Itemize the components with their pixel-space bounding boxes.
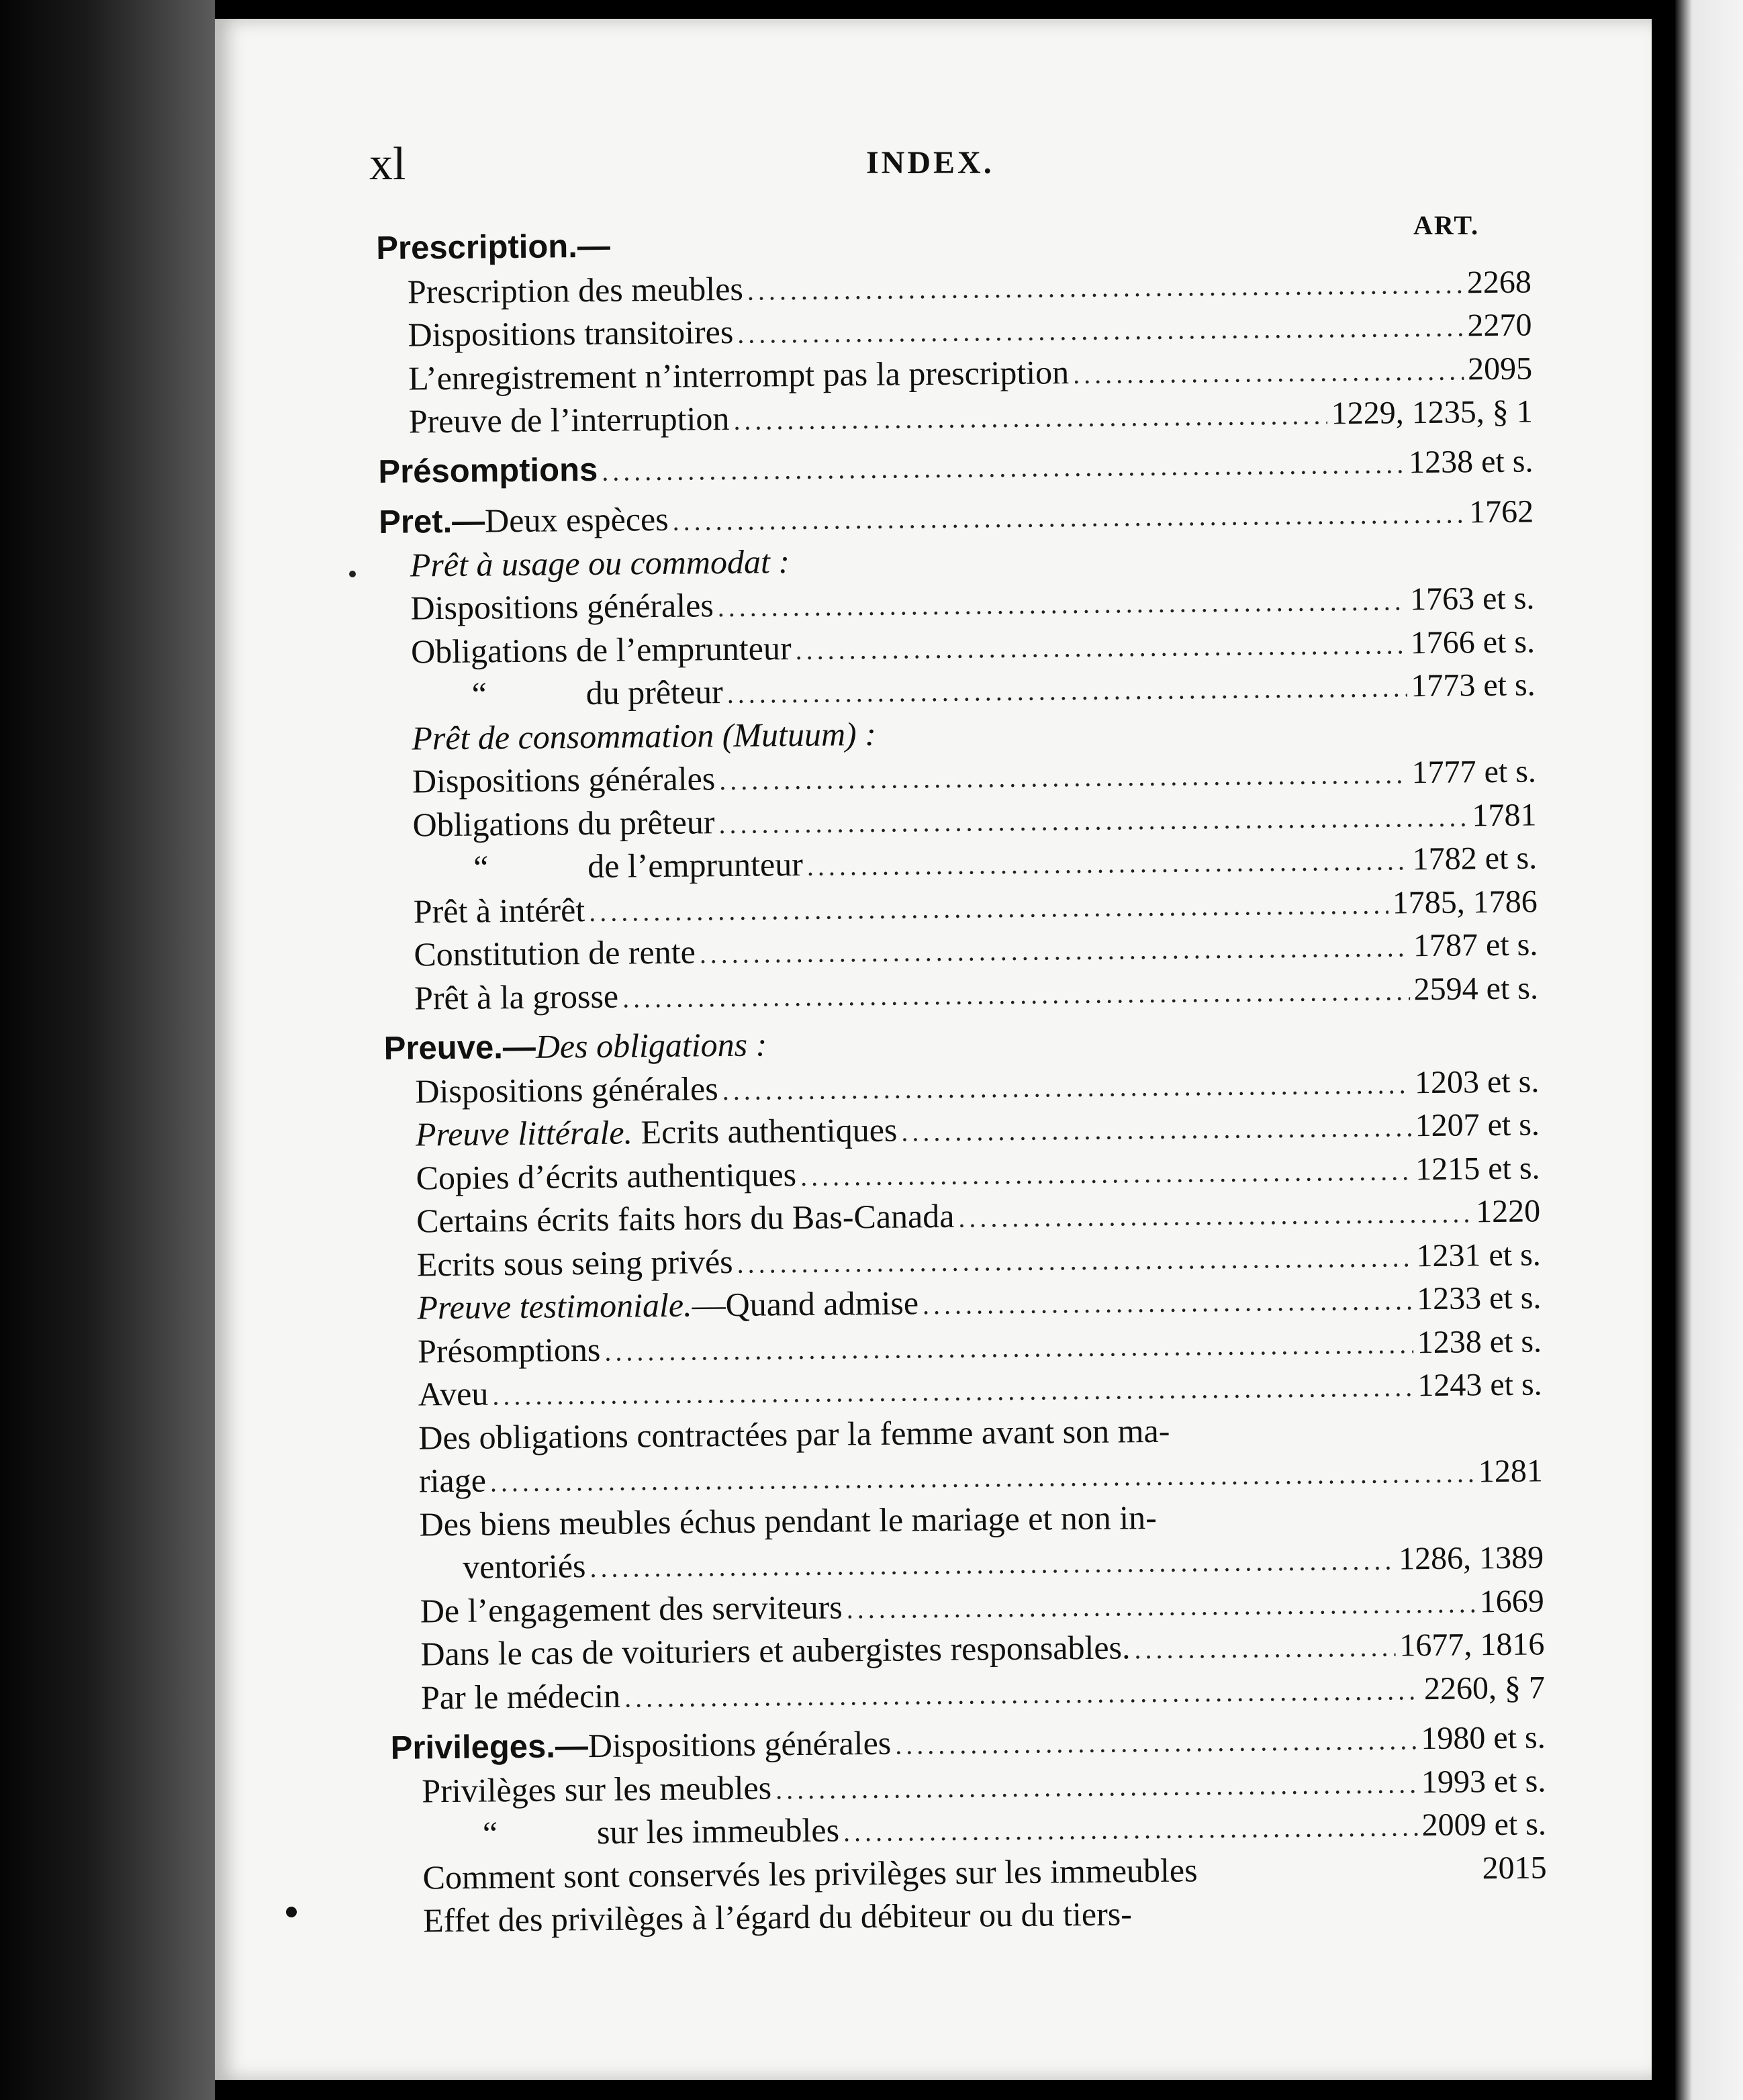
book-spine (0, 0, 215, 2100)
entry-label: Dispositions générales (415, 1069, 718, 1110)
dot-leader (843, 1805, 1418, 1854)
index-entries (376, 216, 1547, 1942)
dot-leader (722, 1063, 1411, 1112)
ink-speck (349, 571, 356, 577)
dot-leader (807, 839, 1409, 888)
heading-term: Pret.— (378, 503, 485, 540)
dot-leader (492, 1366, 1414, 1418)
entry-text: sur les immeubles (596, 1811, 840, 1851)
dot-leader (901, 1106, 1411, 1154)
dot-leader (719, 753, 1408, 802)
article-reference: 1773 et s. (1411, 667, 1536, 704)
facing-page-edge (1675, 0, 1743, 2100)
article-reference: 1782 et s. (1412, 840, 1538, 877)
dot-leader (733, 393, 1327, 442)
heading-label (376, 225, 610, 271)
entry-label: ventoriés (462, 1547, 586, 1586)
article-reference: 1243 et s. (1417, 1366, 1542, 1404)
dot-leader (846, 1582, 1476, 1631)
entry-label: Dispositions générales (412, 759, 716, 800)
dot-leader (624, 1669, 1420, 1720)
article-reference: 2270 (1467, 307, 1532, 344)
entry-label: Dans le cas de voituriers et aubergistes responsables. (420, 1628, 1131, 1673)
heading-label (383, 1022, 767, 1070)
index-heading-row (379, 489, 1534, 543)
article-reference: 1785, 1786 (1392, 883, 1538, 921)
heading-term: Privileges.— (390, 1728, 589, 1766)
heading-label (378, 448, 598, 493)
entry-label: Dispositions transitoires (408, 312, 734, 354)
article-reference: 1763 et s. (1409, 580, 1535, 618)
entry-label: Copies d’écrits authentiques (416, 1155, 797, 1196)
article-reference: 2015 (1482, 1849, 1547, 1886)
entry-label: L’enregistrement n’interrompt pas la prescription (408, 352, 1070, 397)
article-column-label: ART. (1413, 210, 1480, 240)
dot-leader (726, 666, 1407, 716)
heading-term: Présomptions (378, 451, 598, 490)
entry-label: Prêt à intérêt (413, 890, 585, 930)
article-reference: 1781 (1472, 796, 1537, 833)
index-heading-row (390, 1715, 1546, 1769)
dot-leader (775, 1762, 1417, 1812)
entry-italic-term: Preuve littérale. (415, 1113, 633, 1153)
article-reference: 2095 (1467, 350, 1533, 387)
entry-label (382, 843, 803, 890)
entry-label: Obligations de l’emprunteur (410, 628, 792, 671)
entry-label (391, 1808, 840, 1856)
entry-text: Ecrits authentiques (632, 1110, 898, 1151)
dot-leader (958, 1192, 1472, 1240)
entry-label: Obligations du prêteur (412, 802, 715, 844)
article-reference: 1233 et s. (1416, 1280, 1542, 1317)
entry-label: Dispositions générales (410, 586, 714, 627)
article-reference: 1993 et s. (1421, 1762, 1546, 1800)
dot-leader (1198, 1878, 1482, 1881)
entry-label: Preuve de l’interruption (408, 399, 730, 440)
entry-text: —Quand admise (692, 1284, 919, 1324)
article-reference: 2268 (1466, 263, 1532, 300)
page-number: xl (369, 138, 406, 190)
article-reference: 1231 et s. (1416, 1236, 1542, 1274)
entry-label: Privilèges sur les meubles (422, 1768, 772, 1809)
heading-label (390, 1721, 891, 1770)
entry-label: Par le médecin (420, 1676, 621, 1716)
entry-label: Effet des privilèges à l’égard du débiteur ou du tiers- (422, 1895, 1133, 1940)
entry-label: Ecrits sous seing privés (416, 1242, 733, 1283)
dot-leader (604, 1323, 1413, 1374)
entry-label: Des obligations contractées par la femme avant son ma- (418, 1411, 1170, 1456)
dot-leader (718, 796, 1468, 846)
dot-leader (602, 442, 1405, 493)
article-reference: 1677, 1816 (1399, 1626, 1545, 1664)
dot-leader (1134, 1626, 1395, 1672)
heading-term: Prescription.— (376, 228, 611, 267)
dot-leader (589, 883, 1388, 934)
ditto-mark: “ (482, 1814, 498, 1852)
dot-leader (700, 926, 1410, 976)
entry-italic-term: Preuve testimoniale. (417, 1286, 692, 1327)
article-reference: 1777 et s. (1411, 753, 1537, 791)
dot-leader (737, 305, 1464, 356)
entry-label: Certains écrits faits hors du Bas-Canada (416, 1196, 955, 1240)
entry-label: De l’engagement des serviteurs (420, 1587, 843, 1629)
heading-label (379, 497, 669, 544)
dot-leader (1073, 349, 1464, 396)
entry-label: Prêt à la grosse (414, 977, 619, 1017)
dot-leader (795, 623, 1407, 672)
entry-text: de l’emprunteur (587, 845, 804, 886)
entry-label: Présomptions (417, 1330, 601, 1370)
article-reference: 1215 et s. (1415, 1149, 1540, 1187)
heading-subtitle: Dispositions générales (587, 1723, 892, 1765)
heading-subtitle: Des obligations : (535, 1025, 767, 1065)
article-reference: 1286, 1389 (1398, 1539, 1544, 1577)
margin-dot (286, 1907, 297, 1917)
article-reference: 1229, 1235, § 1 (1331, 393, 1533, 432)
article-reference: 1203 et s. (1414, 1063, 1540, 1100)
article-reference: 1220 (1475, 1193, 1541, 1230)
entry-label (386, 1281, 918, 1329)
article-reference: 1281 (1478, 1453, 1544, 1490)
entry-label: Comment sont conservés les privilèges sur les immeubles (422, 1850, 1198, 1896)
entry-label (380, 670, 723, 716)
entry-label: Prescription des meubles (407, 269, 744, 311)
heading-term: Preuve.— (383, 1029, 536, 1067)
dot-leader (717, 579, 1406, 629)
index-heading-row (378, 439, 1534, 493)
article-reference: 2009 et s. (1421, 1806, 1547, 1844)
running-head: INDEX. (866, 145, 994, 181)
ditto-mark: “ (473, 848, 489, 886)
ditto-mark: “ (471, 675, 487, 713)
dot-leader (747, 262, 1464, 313)
article-reference: 1207 et s. (1415, 1106, 1540, 1144)
entry-label: riage (418, 1461, 487, 1500)
dot-leader (672, 492, 1465, 543)
entry-label: Constitution de rente (414, 933, 696, 973)
dot-leader (737, 1236, 1412, 1286)
article-reference: 1766 et s. (1410, 623, 1536, 661)
dot-leader (923, 1279, 1413, 1327)
subsection-label: Prêt de consommation (Mutuum) : (412, 714, 877, 757)
article-reference: 1787 et s. (1413, 926, 1538, 964)
article-reference: 1238 et s. (1417, 1323, 1542, 1360)
dot-leader (590, 1539, 1395, 1590)
subsection-label: Prêt à usage ou commodat : (410, 542, 790, 584)
article-reference: 1669 (1479, 1582, 1544, 1619)
dot-leader (800, 1149, 1412, 1198)
heading-subtitle: Deux espèces (484, 499, 669, 540)
article-reference: 1980 et s. (1421, 1719, 1546, 1757)
dot-leader (622, 969, 1410, 1020)
article-reference: 2594 et s. (1413, 969, 1539, 1007)
entry-label: Aveu (418, 1374, 489, 1413)
entry-label: Des biens meubles échus pendant le mariage et non in- (419, 1498, 1158, 1543)
article-reference: 1238 et s. (1408, 442, 1534, 480)
article-reference: 1762 (1468, 493, 1534, 530)
entry-text: du prêteur (585, 673, 724, 712)
dot-leader (895, 1719, 1417, 1767)
article-reference: 2260, § 7 (1423, 1669, 1546, 1707)
entry-label (385, 1108, 898, 1157)
